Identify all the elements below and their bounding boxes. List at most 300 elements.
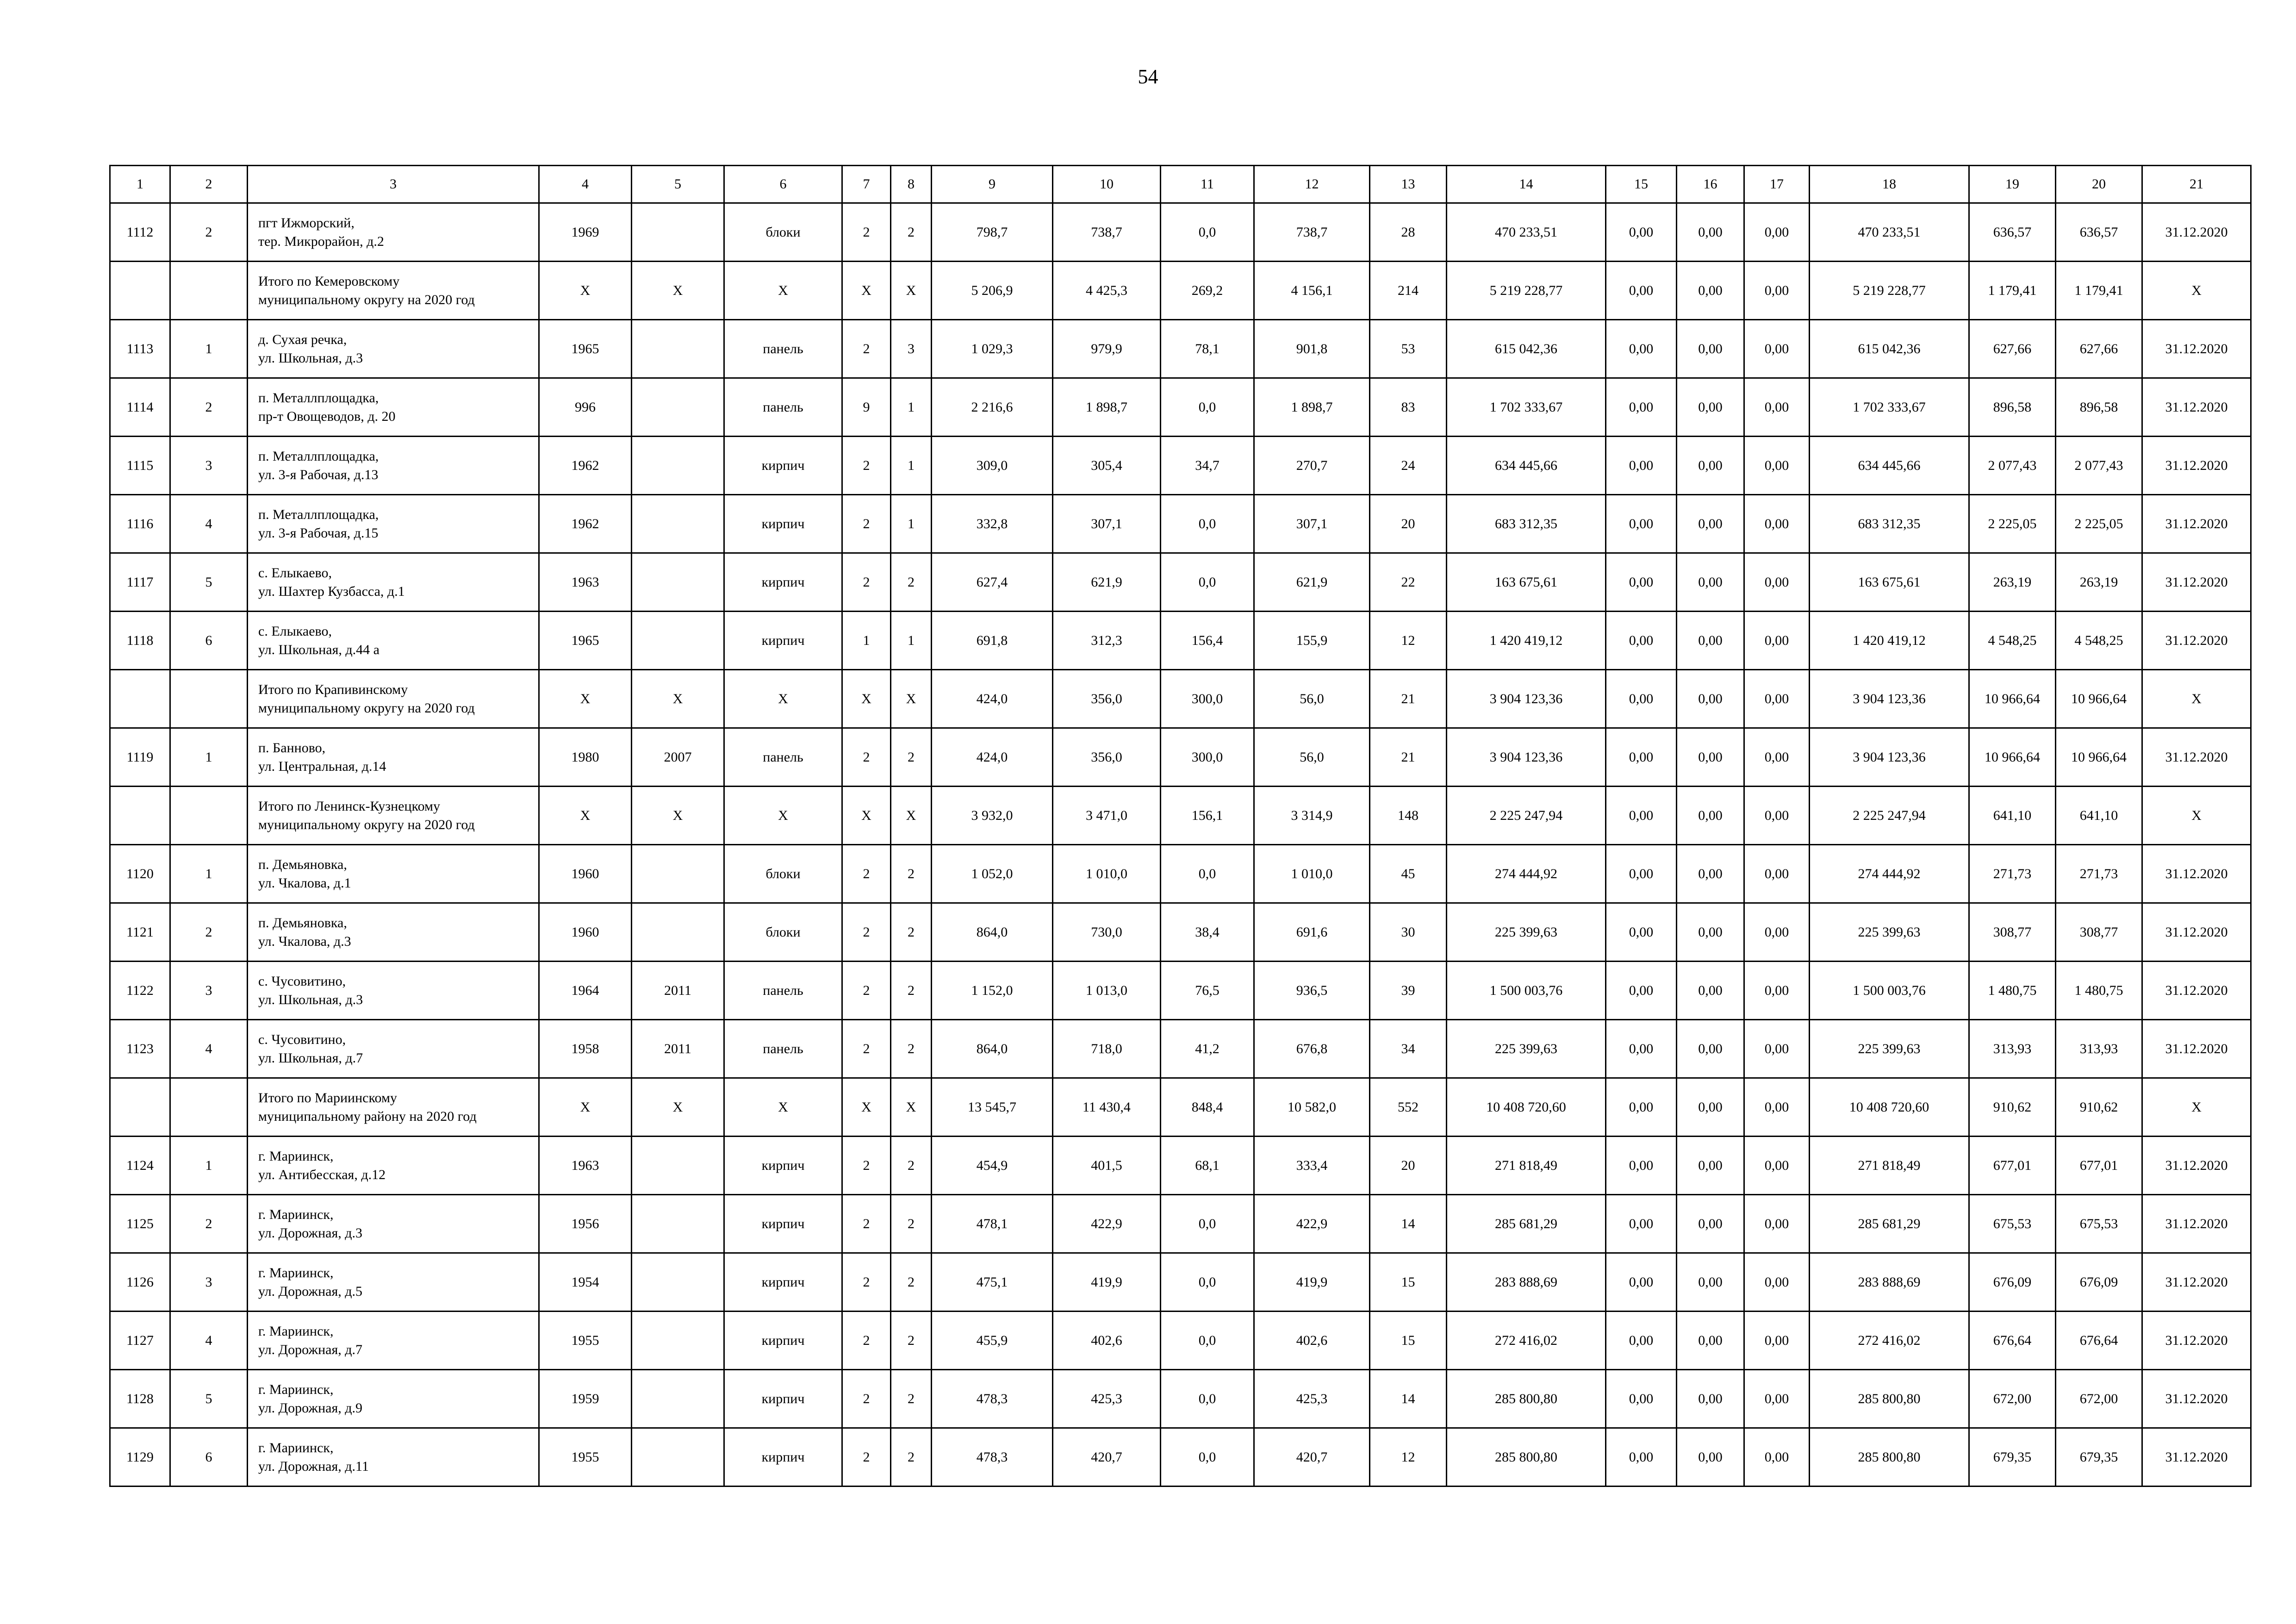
address-line: п. Металлплощадка, xyxy=(258,390,379,406)
column-header-7: 7 xyxy=(842,166,891,203)
table-cell-col-14: 271 818,49 xyxy=(1447,1137,1606,1195)
table-cell-col-21: 31.12.2020 xyxy=(2142,612,2251,670)
table-cell-col-18: 3 904 123,36 xyxy=(1810,728,1969,787)
table-cell-col-18: 285 800,80 xyxy=(1810,1428,1969,1487)
table-cell-col-13: 39 xyxy=(1370,962,1447,1020)
table-cell-col-21: Х xyxy=(2142,262,2251,320)
table-cell-col-4: 1963 xyxy=(539,553,632,612)
address-line: г. Мариинск, xyxy=(258,1323,334,1339)
table-cell-col-4: 1960 xyxy=(539,845,632,903)
table-cell-col-2 xyxy=(170,787,248,845)
column-header-11: 11 xyxy=(1161,166,1254,203)
table-cell-col-5: 2011 xyxy=(632,1020,724,1078)
table-cell-col-3 xyxy=(248,612,539,670)
table-cell-col-2: 2 xyxy=(170,203,248,262)
table-cell-col-18: 615 042,36 xyxy=(1810,320,1969,378)
table-cell-col-9: 864,0 xyxy=(932,903,1053,962)
address-line: с. Елыкаево, xyxy=(258,623,332,639)
address-line: ул. Чкалова, д.1 xyxy=(258,875,351,891)
table-row xyxy=(110,962,2251,1020)
table-cell-col-1: 1119 xyxy=(110,728,170,787)
table-cell-col-8: 1 xyxy=(891,378,932,437)
table-cell-col-18: 271 818,49 xyxy=(1810,1137,1969,1195)
table-cell-col-18: 272 416,02 xyxy=(1810,1312,1969,1370)
address-line: п. Банново, xyxy=(258,740,326,756)
address-line: г. Мариинск, xyxy=(258,1381,334,1397)
table-cell-col-11: 38,4 xyxy=(1161,903,1254,962)
table-cell-col-1: 1124 xyxy=(110,1137,170,1195)
table-cell-col-15: 0,00 xyxy=(1606,962,1677,1020)
table-cell-col-12: 422,9 xyxy=(1254,1195,1370,1253)
table-cell-col-1: 1126 xyxy=(110,1253,170,1312)
table-cell-col-3 xyxy=(248,1312,539,1370)
table-cell-col-6: кирпич xyxy=(724,1195,842,1253)
address-line: ул. 3-я Рабочая, д.15 xyxy=(258,525,379,541)
table-cell-col-13: 148 xyxy=(1370,787,1447,845)
table-cell-col-4: 1980 xyxy=(539,728,632,787)
table-cell-col-7: 2 xyxy=(842,495,891,553)
table-cell-col-10: 3 471,0 xyxy=(1053,787,1161,845)
column-header-4: 4 xyxy=(539,166,632,203)
address-line: с. Чусовитино, xyxy=(258,1031,346,1047)
table-cell-col-21: 31.12.2020 xyxy=(2142,553,2251,612)
table-cell-col-3 xyxy=(248,1078,539,1137)
table-cell-col-13: 28 xyxy=(1370,203,1447,262)
table-cell-col-15: 0,00 xyxy=(1606,845,1677,903)
table-cell-col-13: 14 xyxy=(1370,1195,1447,1253)
table-cell-col-16: 0,00 xyxy=(1677,728,1744,787)
address-line: п. Демьяновка, xyxy=(258,856,347,872)
table-cell-col-2: 2 xyxy=(170,903,248,962)
table-cell-col-10: 312,3 xyxy=(1053,612,1161,670)
table-cell-col-17: 0,00 xyxy=(1744,1370,1810,1428)
table-cell-col-3 xyxy=(248,962,539,1020)
table-cell-col-6: Х xyxy=(724,262,842,320)
table-cell-col-15: 0,00 xyxy=(1606,670,1677,728)
table-cell-col-7: Х xyxy=(842,1078,891,1137)
table-cell-col-20: 627,66 xyxy=(2056,320,2142,378)
table-cell-col-16: 0,00 xyxy=(1677,962,1744,1020)
table-cell-col-14: 1 500 003,76 xyxy=(1447,962,1606,1020)
table-cell-col-1: 1123 xyxy=(110,1020,170,1078)
table-cell-col-19: 679,35 xyxy=(1969,1428,2056,1487)
table-cell-col-14: 285 800,80 xyxy=(1447,1370,1606,1428)
table-cell-col-21: 31.12.2020 xyxy=(2142,962,2251,1020)
table-cell-col-8: 2 xyxy=(891,962,932,1020)
table-row xyxy=(110,1195,2251,1253)
table-cell-col-16: 0,00 xyxy=(1677,1428,1744,1487)
table-cell-col-15: 0,00 xyxy=(1606,203,1677,262)
table-cell-col-12: 270,7 xyxy=(1254,437,1370,495)
table-cell-col-17: 0,00 xyxy=(1744,1428,1810,1487)
table-cell-col-12: 936,5 xyxy=(1254,962,1370,1020)
column-header-14: 14 xyxy=(1447,166,1606,203)
table-cell-col-5 xyxy=(632,437,724,495)
column-header-19: 19 xyxy=(1969,166,2056,203)
table-cell-col-7: 2 xyxy=(842,1370,891,1428)
table-cell-col-7: Х xyxy=(842,262,891,320)
table-cell-col-3 xyxy=(248,378,539,437)
table-cell-col-21: 31.12.2020 xyxy=(2142,495,2251,553)
table-cell-col-16: 0,00 xyxy=(1677,670,1744,728)
table-cell-col-4: Х xyxy=(539,670,632,728)
table-cell-col-6: Х xyxy=(724,1078,842,1137)
table-cell-col-6: кирпич xyxy=(724,495,842,553)
table-cell-col-6: Х xyxy=(724,787,842,845)
table-cell-col-7: 1 xyxy=(842,612,891,670)
table-cell-col-19: 1 179,41 xyxy=(1969,262,2056,320)
table-cell-col-14: 1 420 419,12 xyxy=(1447,612,1606,670)
address-line: Итого по Крапивинскому xyxy=(258,681,408,697)
table-cell-col-8: 1 xyxy=(891,495,932,553)
table-cell-col-5 xyxy=(632,1370,724,1428)
table-cell-col-8: 2 xyxy=(891,1020,932,1078)
address-line: ул. Школьная, д.7 xyxy=(258,1050,363,1066)
table-cell-col-10: 718,0 xyxy=(1053,1020,1161,1078)
table-cell-col-1: 1118 xyxy=(110,612,170,670)
table-cell-col-7: 2 xyxy=(842,728,891,787)
table-cell-col-10: 621,9 xyxy=(1053,553,1161,612)
address-line: ул. Дорожная, д.9 xyxy=(258,1400,363,1416)
table-cell-col-4: 1954 xyxy=(539,1253,632,1312)
table-cell-col-18: 1 500 003,76 xyxy=(1810,962,1969,1020)
table-cell-col-13: 53 xyxy=(1370,320,1447,378)
table-cell-col-18: 285 681,29 xyxy=(1810,1195,1969,1253)
table-cell-col-1: 1112 xyxy=(110,203,170,262)
table-cell-col-8: 2 xyxy=(891,1195,932,1253)
table-cell-col-2: 6 xyxy=(170,612,248,670)
address-line: п. Металлплощадка, xyxy=(258,448,379,464)
table-cell-col-20: 271,73 xyxy=(2056,845,2142,903)
table-cell-col-3 xyxy=(248,203,539,262)
table-row xyxy=(110,320,2251,378)
table-cell-col-20: 10 966,64 xyxy=(2056,670,2142,728)
table-cell-col-5 xyxy=(632,903,724,962)
table-cell-col-5: 2011 xyxy=(632,962,724,1020)
address-line: ул. Школьная, д.44 а xyxy=(258,642,380,657)
table-cell-col-2: 1 xyxy=(170,728,248,787)
address-line: Итого по Кемеровскому xyxy=(258,273,400,289)
table-cell-col-2: 2 xyxy=(170,378,248,437)
table-cell-col-15: 0,00 xyxy=(1606,1137,1677,1195)
table-cell-col-14: 3 904 123,36 xyxy=(1447,670,1606,728)
table-cell-col-14: 225 399,63 xyxy=(1447,903,1606,962)
table-cell-col-9: 864,0 xyxy=(932,1020,1053,1078)
column-header-17: 17 xyxy=(1744,166,1810,203)
address-line: муниципальному округу на 2020 год xyxy=(258,700,475,716)
address-line: тер. Микрорайон, д.2 xyxy=(258,233,384,249)
table-cell-col-19: 677,01 xyxy=(1969,1137,2056,1195)
table-cell-col-14: 285 800,80 xyxy=(1447,1428,1606,1487)
table-cell-col-8: 2 xyxy=(891,203,932,262)
table-cell-col-17: 0,00 xyxy=(1744,1312,1810,1370)
table-cell-col-1: 1117 xyxy=(110,553,170,612)
table-cell-col-12: 1 898,7 xyxy=(1254,378,1370,437)
address-line: п. Металлплощадка, xyxy=(258,506,379,522)
table-cell-col-15: 0,00 xyxy=(1606,1195,1677,1253)
column-number-row xyxy=(110,166,2251,203)
table-cell-col-5: Х xyxy=(632,787,724,845)
table-cell-col-20: 636,57 xyxy=(2056,203,2142,262)
table-cell-col-6: блоки xyxy=(724,203,842,262)
table-cell-col-16: 0,00 xyxy=(1677,612,1744,670)
table-cell-col-17: 0,00 xyxy=(1744,320,1810,378)
table-cell-col-17: 0,00 xyxy=(1744,203,1810,262)
address-line: ул. Чкалова, д.3 xyxy=(258,933,351,949)
table-cell-col-12: 3 314,9 xyxy=(1254,787,1370,845)
column-header-9: 9 xyxy=(932,166,1053,203)
table-cell-col-20: 1 480,75 xyxy=(2056,962,2142,1020)
column-header-20: 20 xyxy=(2056,166,2142,203)
table-cell-col-2: 5 xyxy=(170,1370,248,1428)
table-cell-col-5: Х xyxy=(632,670,724,728)
table-cell-col-5 xyxy=(632,1195,724,1253)
table-cell-col-4: 1960 xyxy=(539,903,632,962)
table-cell-col-10: 422,9 xyxy=(1053,1195,1161,1253)
table-cell-col-4: 1965 xyxy=(539,320,632,378)
table-cell-col-9: 798,7 xyxy=(932,203,1053,262)
table-cell-col-2: 1 xyxy=(170,845,248,903)
table-cell-col-20: 679,35 xyxy=(2056,1428,2142,1487)
table-cell-col-9: 309,0 xyxy=(932,437,1053,495)
table-cell-col-8: 3 xyxy=(891,320,932,378)
table-cell-col-14: 5 219 228,77 xyxy=(1447,262,1606,320)
table-cell-col-5 xyxy=(632,1137,724,1195)
table-cell-col-20: 676,64 xyxy=(2056,1312,2142,1370)
table-cell-col-18: 274 444,92 xyxy=(1810,845,1969,903)
table-cell-col-21: Х xyxy=(2142,670,2251,728)
table-cell-col-15: 0,00 xyxy=(1606,903,1677,962)
table-cell-col-5 xyxy=(632,378,724,437)
table-cell-col-4: 1955 xyxy=(539,1312,632,1370)
table-cell-col-1: 1116 xyxy=(110,495,170,553)
table-cell-col-2 xyxy=(170,262,248,320)
address-line: Итого по Мариинскому xyxy=(258,1090,397,1106)
table-cell-col-10: 305,4 xyxy=(1053,437,1161,495)
table-row xyxy=(110,1370,2251,1428)
table-cell-col-19: 910,62 xyxy=(1969,1078,2056,1137)
table-cell-col-9: 2 216,6 xyxy=(932,378,1053,437)
table-cell-col-1 xyxy=(110,262,170,320)
table-cell-col-18: 10 408 720,60 xyxy=(1810,1078,1969,1137)
table-cell-col-5 xyxy=(632,845,724,903)
table-cell-col-9: 454,9 xyxy=(932,1137,1053,1195)
table-row xyxy=(110,1253,2251,1312)
table-cell-col-7: 2 xyxy=(842,962,891,1020)
table-cell-col-21: 31.12.2020 xyxy=(2142,728,2251,787)
table-cell-col-14: 272 416,02 xyxy=(1447,1312,1606,1370)
table-cell-col-16: 0,00 xyxy=(1677,437,1744,495)
table-cell-col-19: 675,53 xyxy=(1969,1195,2056,1253)
table-cell-col-11: 34,7 xyxy=(1161,437,1254,495)
table-cell-col-17: 0,00 xyxy=(1744,1020,1810,1078)
address-line: муниципальному округу на 2020 год xyxy=(258,292,475,307)
table-cell-col-21: 31.12.2020 xyxy=(2142,1137,2251,1195)
table-cell-col-12: 1 010,0 xyxy=(1254,845,1370,903)
table-cell-col-8: 2 xyxy=(891,1428,932,1487)
table-cell-col-20: 10 966,64 xyxy=(2056,728,2142,787)
table-cell-col-20: 308,77 xyxy=(2056,903,2142,962)
table-cell-col-2: 6 xyxy=(170,1428,248,1487)
table-cell-col-11: 41,2 xyxy=(1161,1020,1254,1078)
table-cell-col-17: 0,00 xyxy=(1744,1078,1810,1137)
table-cell-col-3 xyxy=(248,1253,539,1312)
table-row xyxy=(110,203,2251,262)
table-cell-col-14: 2 225 247,94 xyxy=(1447,787,1606,845)
table-cell-col-14: 470 233,51 xyxy=(1447,203,1606,262)
table-row xyxy=(110,1020,2251,1078)
table-cell-col-15: 0,00 xyxy=(1606,1078,1677,1137)
table-cell-col-3 xyxy=(248,1370,539,1428)
table-row xyxy=(110,612,2251,670)
table-cell-col-16: 0,00 xyxy=(1677,1137,1744,1195)
table-cell-col-14: 225 399,63 xyxy=(1447,1020,1606,1078)
subtotal-row xyxy=(110,1078,2251,1137)
address-line: с. Елыкаево, xyxy=(258,565,332,581)
table-cell-col-2: 5 xyxy=(170,553,248,612)
address-line: г. Мариинск, xyxy=(258,1265,334,1280)
table-cell-col-15: 0,00 xyxy=(1606,612,1677,670)
table-cell-col-13: 24 xyxy=(1370,437,1447,495)
table-cell-col-9: 455,9 xyxy=(932,1312,1053,1370)
table-cell-col-8: Х xyxy=(891,670,932,728)
table-cell-col-19: 676,64 xyxy=(1969,1312,2056,1370)
table-cell-col-7: 2 xyxy=(842,203,891,262)
column-header-1: 1 xyxy=(110,166,170,203)
table-cell-col-18: 225 399,63 xyxy=(1810,1020,1969,1078)
table-cell-col-12: 307,1 xyxy=(1254,495,1370,553)
table-cell-col-4: Х xyxy=(539,787,632,845)
column-header-5: 5 xyxy=(632,166,724,203)
table-cell-col-13: 14 xyxy=(1370,1370,1447,1428)
table-cell-col-6: Х xyxy=(724,670,842,728)
table-cell-col-9: 3 932,0 xyxy=(932,787,1053,845)
table-row xyxy=(110,903,2251,962)
table-cell-col-18: 1 702 333,67 xyxy=(1810,378,1969,437)
table-cell-col-17: 0,00 xyxy=(1744,903,1810,962)
table-cell-col-6: блоки xyxy=(724,903,842,962)
column-header-16: 16 xyxy=(1677,166,1744,203)
table-cell-col-20: 2 225,05 xyxy=(2056,495,2142,553)
table-cell-col-16: 0,00 xyxy=(1677,845,1744,903)
table-cell-col-15: 0,00 xyxy=(1606,378,1677,437)
table-cell-col-11: 78,1 xyxy=(1161,320,1254,378)
table-cell-col-2: 3 xyxy=(170,437,248,495)
table-cell-col-17: 0,00 xyxy=(1744,728,1810,787)
table-cell-col-20: 675,53 xyxy=(2056,1195,2142,1253)
table-cell-col-8: Х xyxy=(891,787,932,845)
table-cell-col-12: 4 156,1 xyxy=(1254,262,1370,320)
table-cell-col-16: 0,00 xyxy=(1677,903,1744,962)
table-cell-col-10: 420,7 xyxy=(1053,1428,1161,1487)
table-cell-col-8: 2 xyxy=(891,845,932,903)
table-row xyxy=(110,553,2251,612)
address-line: ул. Дорожная, д.11 xyxy=(258,1458,369,1474)
table-cell-col-2 xyxy=(170,670,248,728)
table-cell-col-5: Х xyxy=(632,262,724,320)
table-cell-col-19: 10 966,64 xyxy=(1969,728,2056,787)
table-cell-col-12: 10 582,0 xyxy=(1254,1078,1370,1137)
table-cell-col-16: 0,00 xyxy=(1677,262,1744,320)
table-cell-col-4: 1965 xyxy=(539,612,632,670)
table-cell-col-1: 1121 xyxy=(110,903,170,962)
table-cell-col-18: 3 904 123,36 xyxy=(1810,670,1969,728)
address-line: ул. Антибесская, д.12 xyxy=(258,1167,386,1182)
table-cell-col-15: 0,00 xyxy=(1606,728,1677,787)
table-cell-col-13: 83 xyxy=(1370,378,1447,437)
table-cell-col-3 xyxy=(248,845,539,903)
table-cell-col-10: 1 013,0 xyxy=(1053,962,1161,1020)
column-header-12: 12 xyxy=(1254,166,1370,203)
table-cell-col-7: 2 xyxy=(842,1195,891,1253)
page-number: 54 xyxy=(1138,65,1158,88)
table-cell-col-16: 0,00 xyxy=(1677,495,1744,553)
table-cell-col-20: 672,00 xyxy=(2056,1370,2142,1428)
table-cell-col-15: 0,00 xyxy=(1606,1428,1677,1487)
table-cell-col-3 xyxy=(248,320,539,378)
table-cell-col-13: 21 xyxy=(1370,670,1447,728)
table-cell-col-8: 2 xyxy=(891,1137,932,1195)
table-cell-col-17: 0,00 xyxy=(1744,670,1810,728)
table-cell-col-1: 1115 xyxy=(110,437,170,495)
table-cell-col-9: 627,4 xyxy=(932,553,1053,612)
table-cell-col-7: 2 xyxy=(842,1020,891,1078)
table-cell-col-6: панель xyxy=(724,378,842,437)
address-line: пгт Ижморский, xyxy=(258,215,355,231)
table-cell-col-16: 0,00 xyxy=(1677,378,1744,437)
table-cell-col-1: 1114 xyxy=(110,378,170,437)
table-cell-col-15: 0,00 xyxy=(1606,495,1677,553)
table-cell-col-15: 0,00 xyxy=(1606,1312,1677,1370)
table-cell-col-7: 2 xyxy=(842,437,891,495)
table-cell-col-3 xyxy=(248,728,539,787)
table-cell-col-20: 641,10 xyxy=(2056,787,2142,845)
table-cell-col-14: 274 444,92 xyxy=(1447,845,1606,903)
table-cell-col-2: 3 xyxy=(170,1253,248,1312)
table-cell-col-18: 1 420 419,12 xyxy=(1810,612,1969,670)
table-cell-col-9: 475,1 xyxy=(932,1253,1053,1312)
table-cell-col-1: 1128 xyxy=(110,1370,170,1428)
table-cell-col-12: 420,7 xyxy=(1254,1428,1370,1487)
table-cell-col-6: кирпич xyxy=(724,1137,842,1195)
table-cell-col-16: 0,00 xyxy=(1677,1253,1744,1312)
table-cell-col-13: 552 xyxy=(1370,1078,1447,1137)
table-cell-col-13: 12 xyxy=(1370,612,1447,670)
table-row xyxy=(110,378,2251,437)
table-cell-col-7: Х xyxy=(842,787,891,845)
table-cell-col-11: 300,0 xyxy=(1161,728,1254,787)
table-cell-col-2: 1 xyxy=(170,320,248,378)
table-cell-col-2: 4 xyxy=(170,1020,248,1078)
table-cell-col-21: Х xyxy=(2142,1078,2251,1137)
table-cell-col-1: 1122 xyxy=(110,962,170,1020)
table-cell-col-5 xyxy=(632,495,724,553)
table-cell-col-12: 56,0 xyxy=(1254,728,1370,787)
address-line: п. Демьяновка, xyxy=(258,915,347,931)
address-line: г. Мариинск, xyxy=(258,1206,334,1222)
table-cell-col-15: 0,00 xyxy=(1606,787,1677,845)
table-cell-col-16: 0,00 xyxy=(1677,1195,1744,1253)
table-cell-col-9: 1 152,0 xyxy=(932,962,1053,1020)
table-cell-col-3 xyxy=(248,1428,539,1487)
table-cell-col-13: 45 xyxy=(1370,845,1447,903)
table-cell-col-2 xyxy=(170,1078,248,1137)
address-line: ул. Дорожная, д.7 xyxy=(258,1342,363,1357)
table-cell-col-19: 2 225,05 xyxy=(1969,495,2056,553)
column-header-6: 6 xyxy=(724,166,842,203)
table-cell-col-17: 0,00 xyxy=(1744,962,1810,1020)
table-cell-col-6: панель xyxy=(724,1020,842,1078)
